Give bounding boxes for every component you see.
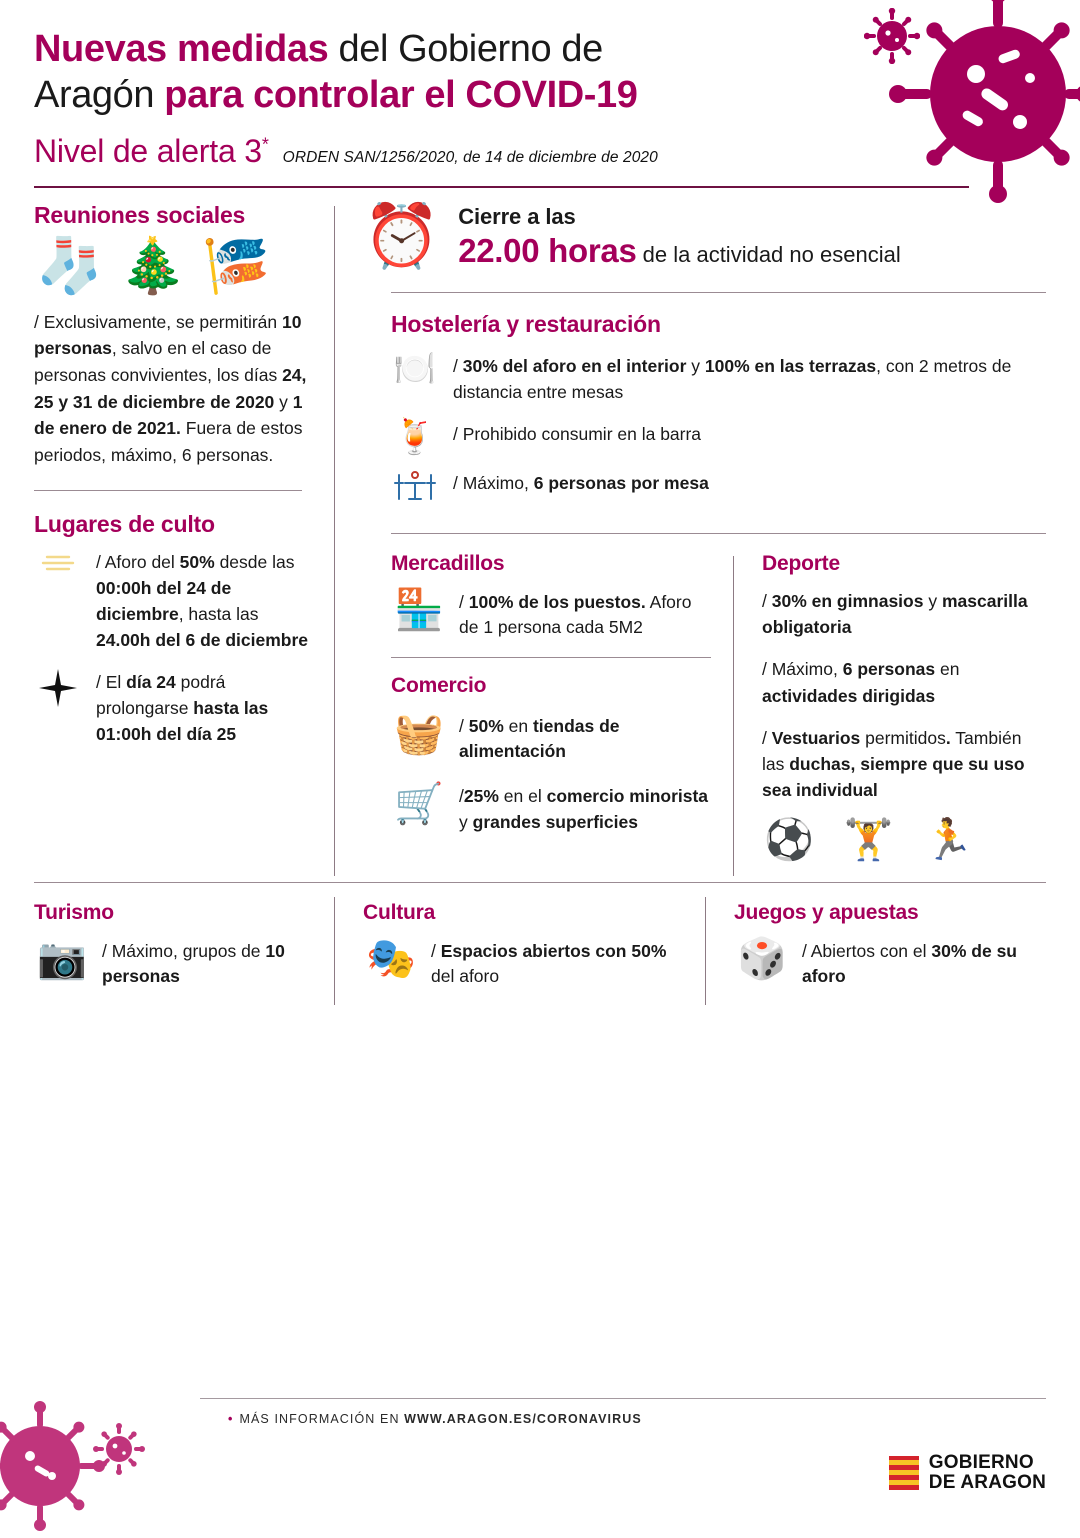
host1-t1: /: [453, 355, 463, 376]
hosteleria-item-1-text: [453, 352, 1046, 406]
merc-t2: Aforo de 1 persona cada 5M2: [459, 591, 692, 638]
title-accent-1: Nuevas medidas: [34, 28, 329, 70]
dep2-t1: / Máximo,: [762, 659, 843, 680]
title-plain-1: del Gobierno de: [328, 28, 603, 70]
page-title: [34, 26, 864, 72]
reuniones-t3: y: [274, 391, 293, 412]
section-title-comercio: Comercio: [391, 673, 487, 697]
soccer-ball-icon: ⚽: [764, 817, 814, 862]
shopping-cart-icon: 🛒: [394, 782, 444, 827]
subtitle-row: [34, 133, 1046, 170]
com2-t2: en el: [498, 786, 547, 807]
theater-masks-icon: 🎭: [366, 936, 416, 981]
host1-b2: 100% en las terrazas: [704, 355, 877, 376]
culto-item-1-text: [96, 548, 314, 654]
hosteleria-item-1: [391, 349, 1046, 406]
section-title-mercadillos: Mercadillos: [391, 551, 505, 575]
runner-icon: 🏃: [923, 817, 974, 862]
page-title-line2: [34, 72, 864, 118]
reuniones-b1: 10 personas: [34, 311, 302, 359]
right-column: [335, 202, 1046, 876]
reuniones-t1: / Exclusivamente, se permitirán: [34, 311, 283, 332]
hosteleria-item-2-text: [453, 420, 701, 448]
virus-bottom-left-small-icon: [92, 1422, 146, 1476]
alert-level-text: Nivel de alerta 3: [34, 132, 262, 169]
dep3-t1: /: [762, 727, 772, 748]
cultura-item: [363, 935, 685, 990]
reuniones-illustrations: [36, 235, 314, 296]
left-column: [34, 202, 334, 876]
dep1-t1: /: [762, 590, 772, 611]
deporte-para-3: [762, 725, 1046, 804]
sun-rays-svg: [39, 548, 77, 578]
sparkle-star-svg: [38, 668, 78, 708]
cultura-text: [431, 935, 685, 990]
cul-t2: del aforo: [431, 966, 500, 986]
com2-b3: grandes superficies: [472, 811, 638, 832]
dep3-b3: duchas, siempre que su uso sea individual: [762, 754, 1025, 801]
culto1-b2: 00:00h del 24 de diciembre: [96, 578, 232, 625]
section-title-turismo: Turismo: [34, 900, 114, 924]
tur-t1: / Máximo, grupos de: [102, 940, 266, 961]
mercadillos-comercio-column: [363, 552, 733, 876]
aragon-flag-icon: [889, 1456, 919, 1490]
comercio-item-2: [391, 780, 711, 835]
title-plain-2: Aragón: [34, 74, 165, 117]
juegos-text: [802, 935, 1046, 990]
dep2-t2: en: [935, 659, 960, 680]
comercio-item-1: [391, 710, 711, 765]
host1-t2: y: [686, 355, 705, 376]
gobierno-aragon-logo: [889, 1453, 1046, 1494]
closing-rest: de la actividad no esencial: [636, 241, 901, 267]
host3-t1: / Máximo,: [453, 473, 534, 494]
gobierno-line-2: DE ARAGON: [928, 1472, 1046, 1494]
dep3-t3: También las: [762, 727, 1022, 775]
dice-icon: 🎲: [737, 936, 787, 981]
turismo-text: [102, 935, 314, 990]
dep1-b1: 30% en gimnasios: [771, 590, 924, 611]
mercadillos-item: [391, 586, 711, 641]
deporte-illustrations: [764, 817, 1046, 862]
cul-t1: /: [431, 940, 441, 961]
weightlifter-icon: 🏋️: [843, 817, 894, 862]
host2-t1: / Prohibido consumir en la barra: [453, 423, 702, 444]
merc-b1: 100% de los puestos.: [468, 591, 646, 612]
christmas-bauble-icon: 🎏: [202, 235, 270, 296]
table-chairs-icon: [391, 469, 439, 511]
left-divider-1: [34, 490, 302, 491]
footer: [0, 1388, 1080, 1528]
culto1-b1: 50%: [179, 552, 215, 573]
culto1-b3: 24.00h del 6 de diciembre: [96, 629, 309, 650]
section-title-culto: Lugares de culto: [34, 511, 215, 538]
bottom-divider: [34, 882, 1046, 883]
juegos-item: [734, 935, 1046, 990]
reuniones-b2: 24, 25 y 31 de diciembre de 2020: [34, 364, 307, 412]
reuniones-t2: , salvo en el caso de personas convivientes, los días: [34, 338, 283, 385]
reuniones-b3: 1 de enero de 2021.: [34, 391, 303, 439]
closing-hours-block: [363, 201, 1046, 271]
hosteleria-item-3: [391, 469, 1046, 511]
order-reference: ORDEN SAN/1256/2020, de 14 de diciembre de 2020: [282, 148, 658, 166]
com1-t2: en: [503, 715, 533, 736]
sparkle-star-icon: [34, 668, 82, 716]
dep3-t2: permitidos: [860, 727, 946, 748]
jue-t1: / Abiertos con el: [802, 940, 932, 961]
cultura-cell: [335, 887, 705, 1006]
dep3-b1: Vestuarios: [771, 727, 861, 748]
header-divider: [34, 186, 969, 188]
com2-b1: 25%: [463, 786, 499, 807]
cocktail-icon: 🍹: [393, 417, 437, 456]
closing-hours: 22.00 horas: [458, 231, 637, 269]
culto-item-2: [34, 668, 314, 748]
footer-url[interactable]: WWW.ARAGON.ES/CORONAVIRUS: [404, 1412, 642, 1426]
turismo-item: [34, 935, 314, 990]
hosteleria-item-2: [391, 417, 1046, 456]
footer-info-prefix: MÁS INFORMACIÓN EN: [239, 1412, 405, 1426]
closing-text: [458, 204, 901, 270]
com2-t3: y: [459, 811, 473, 832]
culto2-t2: podrá prolongarse: [96, 671, 226, 718]
comercio-item-1-text: [459, 710, 711, 765]
sun-rays-icon: [34, 548, 82, 586]
mid-band: [363, 552, 1046, 876]
dep3-b2: .: [945, 727, 951, 748]
com1-b2: tiendas de alimentación: [459, 715, 620, 761]
jue-b1: 30% de su aforo: [802, 940, 1017, 986]
closing-line2: [458, 232, 901, 270]
culto1-t2: desde las: [214, 552, 295, 573]
deporte-para-2: [762, 656, 1046, 709]
section-title-deporte: Deporte: [762, 551, 840, 575]
main-content: [34, 202, 1046, 876]
cul-b1: Espacios abiertos con 50%: [440, 940, 667, 961]
footer-info: [228, 1412, 642, 1426]
deporte-para-1: [762, 588, 1046, 641]
bottom-row: [34, 887, 1046, 1006]
com1-t1: /: [459, 715, 469, 736]
section-title-hosteleria: Hostelería y restauración: [391, 310, 661, 337]
hosteleria-item-3-text: [453, 469, 709, 497]
tur-b1: 10 personas: [102, 940, 285, 986]
alarm-clock-icon: ⏰: [363, 201, 441, 271]
alert-level: [34, 133, 269, 170]
closing-line1: Cierre a las: [458, 203, 576, 229]
hosteleria-section: [363, 311, 1046, 511]
christmas-stocking-icon: 🧦: [36, 235, 104, 296]
culto1-t1: / Aforo del: [96, 552, 180, 573]
reuniones-t4: Fuera de estos periodos, máximo, 6 personas.: [34, 418, 303, 465]
title-accent-2: para controlar el COVID-19: [164, 74, 638, 117]
food-basket-icon: 🧺: [394, 711, 444, 756]
juegos-cell: [706, 887, 1046, 1006]
dep1-t2: y: [923, 590, 942, 611]
com2-t1: /: [459, 786, 464, 807]
header: [34, 0, 1046, 188]
footer-divider: [200, 1398, 1046, 1399]
culto2-b1: día 24: [126, 671, 176, 692]
dep1-b2: mascarilla obligatoria: [762, 590, 1028, 638]
section-title-reuniones: Reuniones sociales: [34, 201, 246, 228]
virus-bottom-left-icon: [0, 1388, 128, 1538]
section-title-juegos: Juegos y apuestas: [734, 900, 919, 924]
right-divider-1: [391, 292, 1046, 293]
culto2-b2: hasta las 01:00h del día 25: [96, 697, 269, 744]
right-divider-2: [391, 533, 1046, 534]
com2-b2: comercio minorista: [546, 786, 709, 807]
gobierno-text: [929, 1453, 1046, 1494]
comercio-item-2-text: [459, 780, 711, 835]
bullet-icon: •: [228, 1412, 234, 1426]
alert-asterisk: *: [261, 134, 269, 155]
culto2-t1: / El: [96, 671, 127, 692]
market-stall-icon: 🏪: [394, 587, 444, 632]
mid-divider-1: [391, 657, 711, 658]
host1-t3: , con 2 metros de distancia entre mesas: [453, 355, 1012, 402]
gobierno-line-1: GOBIERNO: [928, 1451, 1034, 1473]
food-cloche-icon: 🍽️: [393, 349, 437, 388]
culto-item-1: [34, 548, 314, 654]
merc-t1: /: [459, 591, 469, 612]
reuniones-text: [34, 309, 314, 469]
deporte-column: [734, 552, 1046, 876]
host3-b1: 6 personas por mesa: [533, 473, 709, 494]
com1-b1: 50%: [468, 715, 504, 736]
section-title-cultura: Cultura: [363, 900, 436, 924]
christmas-tree-icon: 🎄: [119, 235, 187, 296]
table-chairs-svg: [393, 469, 437, 503]
host1-b1: 30% del aforo en el interior: [462, 355, 687, 376]
culto-item-2-text: [96, 668, 314, 748]
dep2-b2: actividades dirigidas: [762, 685, 936, 706]
turismo-cell: [34, 887, 334, 1006]
dep2-b1: 6 personas: [842, 659, 936, 680]
camera-icon: 📷: [37, 936, 87, 981]
mercadillos-text: [459, 586, 711, 641]
culto1-t3: , hasta las: [178, 604, 259, 625]
